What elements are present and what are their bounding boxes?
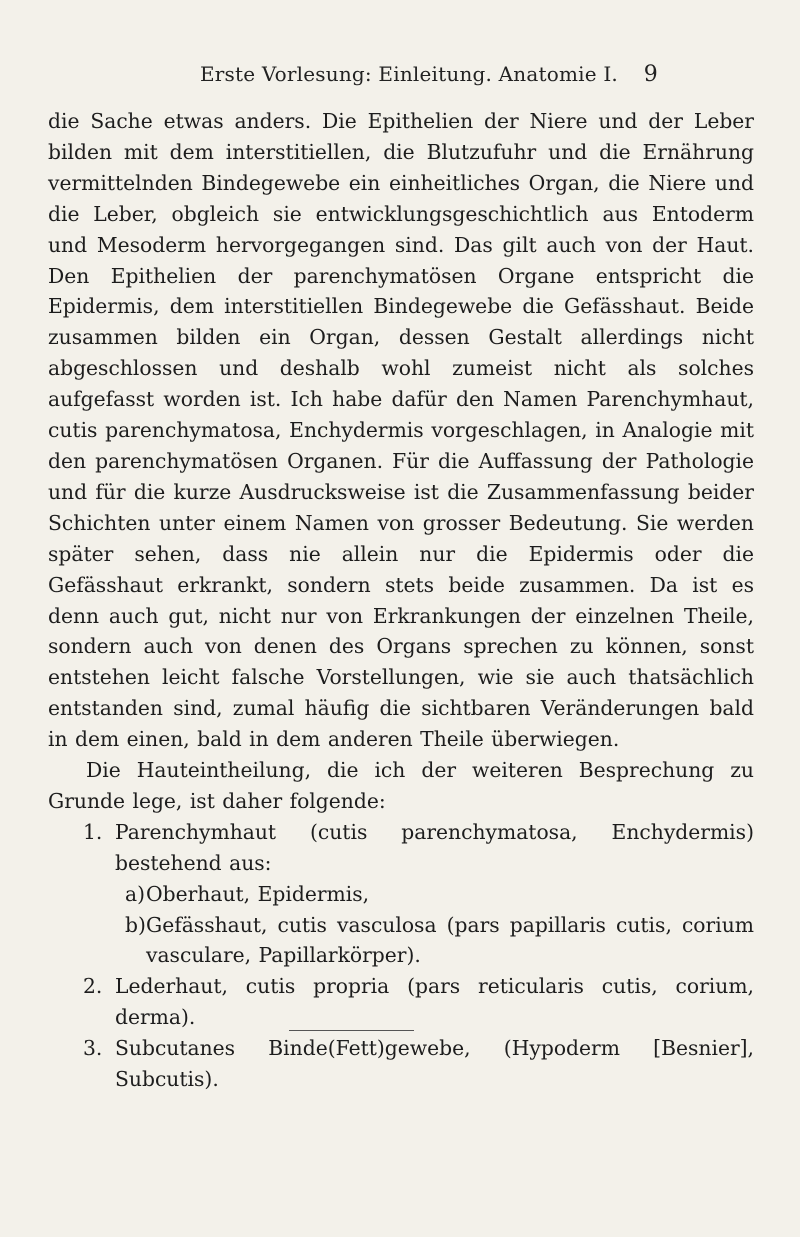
- section-end-rule: [289, 1030, 414, 1031]
- body-text: [48, 106, 754, 1095]
- sub-list-item-text: Oberhaut, Epidermis,: [146, 881, 370, 906]
- running-head-title: Erste Vorlesung: Einleitung. Anatomie I.: [200, 62, 618, 86]
- classification-list: [48, 817, 754, 1095]
- sub-list-item: [48, 879, 754, 910]
- sub-list-item: [48, 910, 754, 972]
- list-item-text: Lederhaut, cutis propria (pars reticularis cutis, corium, derma).: [115, 974, 754, 1030]
- sub-list-item-text: Gefässhaut, cutis vasculosa (pars papillaris cutis, corium vasculare, Papillarkörper).: [146, 912, 754, 968]
- list-number: 3.: [83, 1036, 103, 1061]
- paragraph: die Sache etwas anders. Die Epithelien der Niere und der Leber bilden mit dem interstitiellen, die Blutzufuhr und die Ernährung vermittelnden Bindegewebe ein einheitliches Organ, die Niere und die Leber, obgleich sie entwicklungsgeschichtlich aus Entoderm und Mesoderm hervorgegangen sind. Das gilt auch von der Haut. Den Epithelien der parenchymatösen Organe entspricht die Epidermis, dem interstitiellen Bindegewebe die Gefässhaut. Beide zusammen bilden ein Organ, dessen Gestalt allerdings nicht abgeschlossen und deshalb wohl zumeist nicht als solches aufgefasst worden ist. Ich habe dafür den Namen Parenchymhaut, cutis parenchymatosa, Enchydermis vorgeschlagen, in Analogie mit den parenchymatösen Organen. Für die Auffassung der Pathologie und für die kurze Ausdrucksweise ist die Zusammenfassung beider Schichten unter einem Namen von grosser Bedeutung. Sie werden später sehen, dass nie allein nur die Epidermis oder die Gefässhaut erkrankt, sondern stets beide zusammen. Da ist es denn auch gut, nicht nur von Erkrankungen der einzelnen Theile, sondern auch von denen des Organs sprechen zu können, sonst entstehen leicht falsche Vorstellungen, wie sie auch thatsächlich entstanden sind, zumal häufig die sichtbaren Veränderungen bald in dem einen, bald in dem anderen Theile überwiegen.: [48, 109, 754, 752]
- sub-list-letter: a): [125, 881, 146, 906]
- list-item: [48, 1033, 754, 1095]
- list-item-text: Subcutanes Binde(Fett)gewebe, (Hypoderm [Besnier], Subcutis).: [115, 1036, 754, 1092]
- list-number: 1.: [83, 819, 103, 844]
- paragraph: Die Hauteintheilung, die ich der weiteren Besprechung zu Grunde lege, ist daher folgende:: [48, 758, 754, 813]
- list-item: [48, 971, 754, 1033]
- list-item-text: Parenchymhaut (cutis parenchymatosa, Enchydermis) bestehend aus:: [115, 819, 754, 875]
- sub-list-letter: b): [125, 912, 146, 937]
- list-item: [48, 817, 754, 879]
- list-number: 2.: [83, 974, 103, 999]
- page-number: 9: [643, 62, 658, 87]
